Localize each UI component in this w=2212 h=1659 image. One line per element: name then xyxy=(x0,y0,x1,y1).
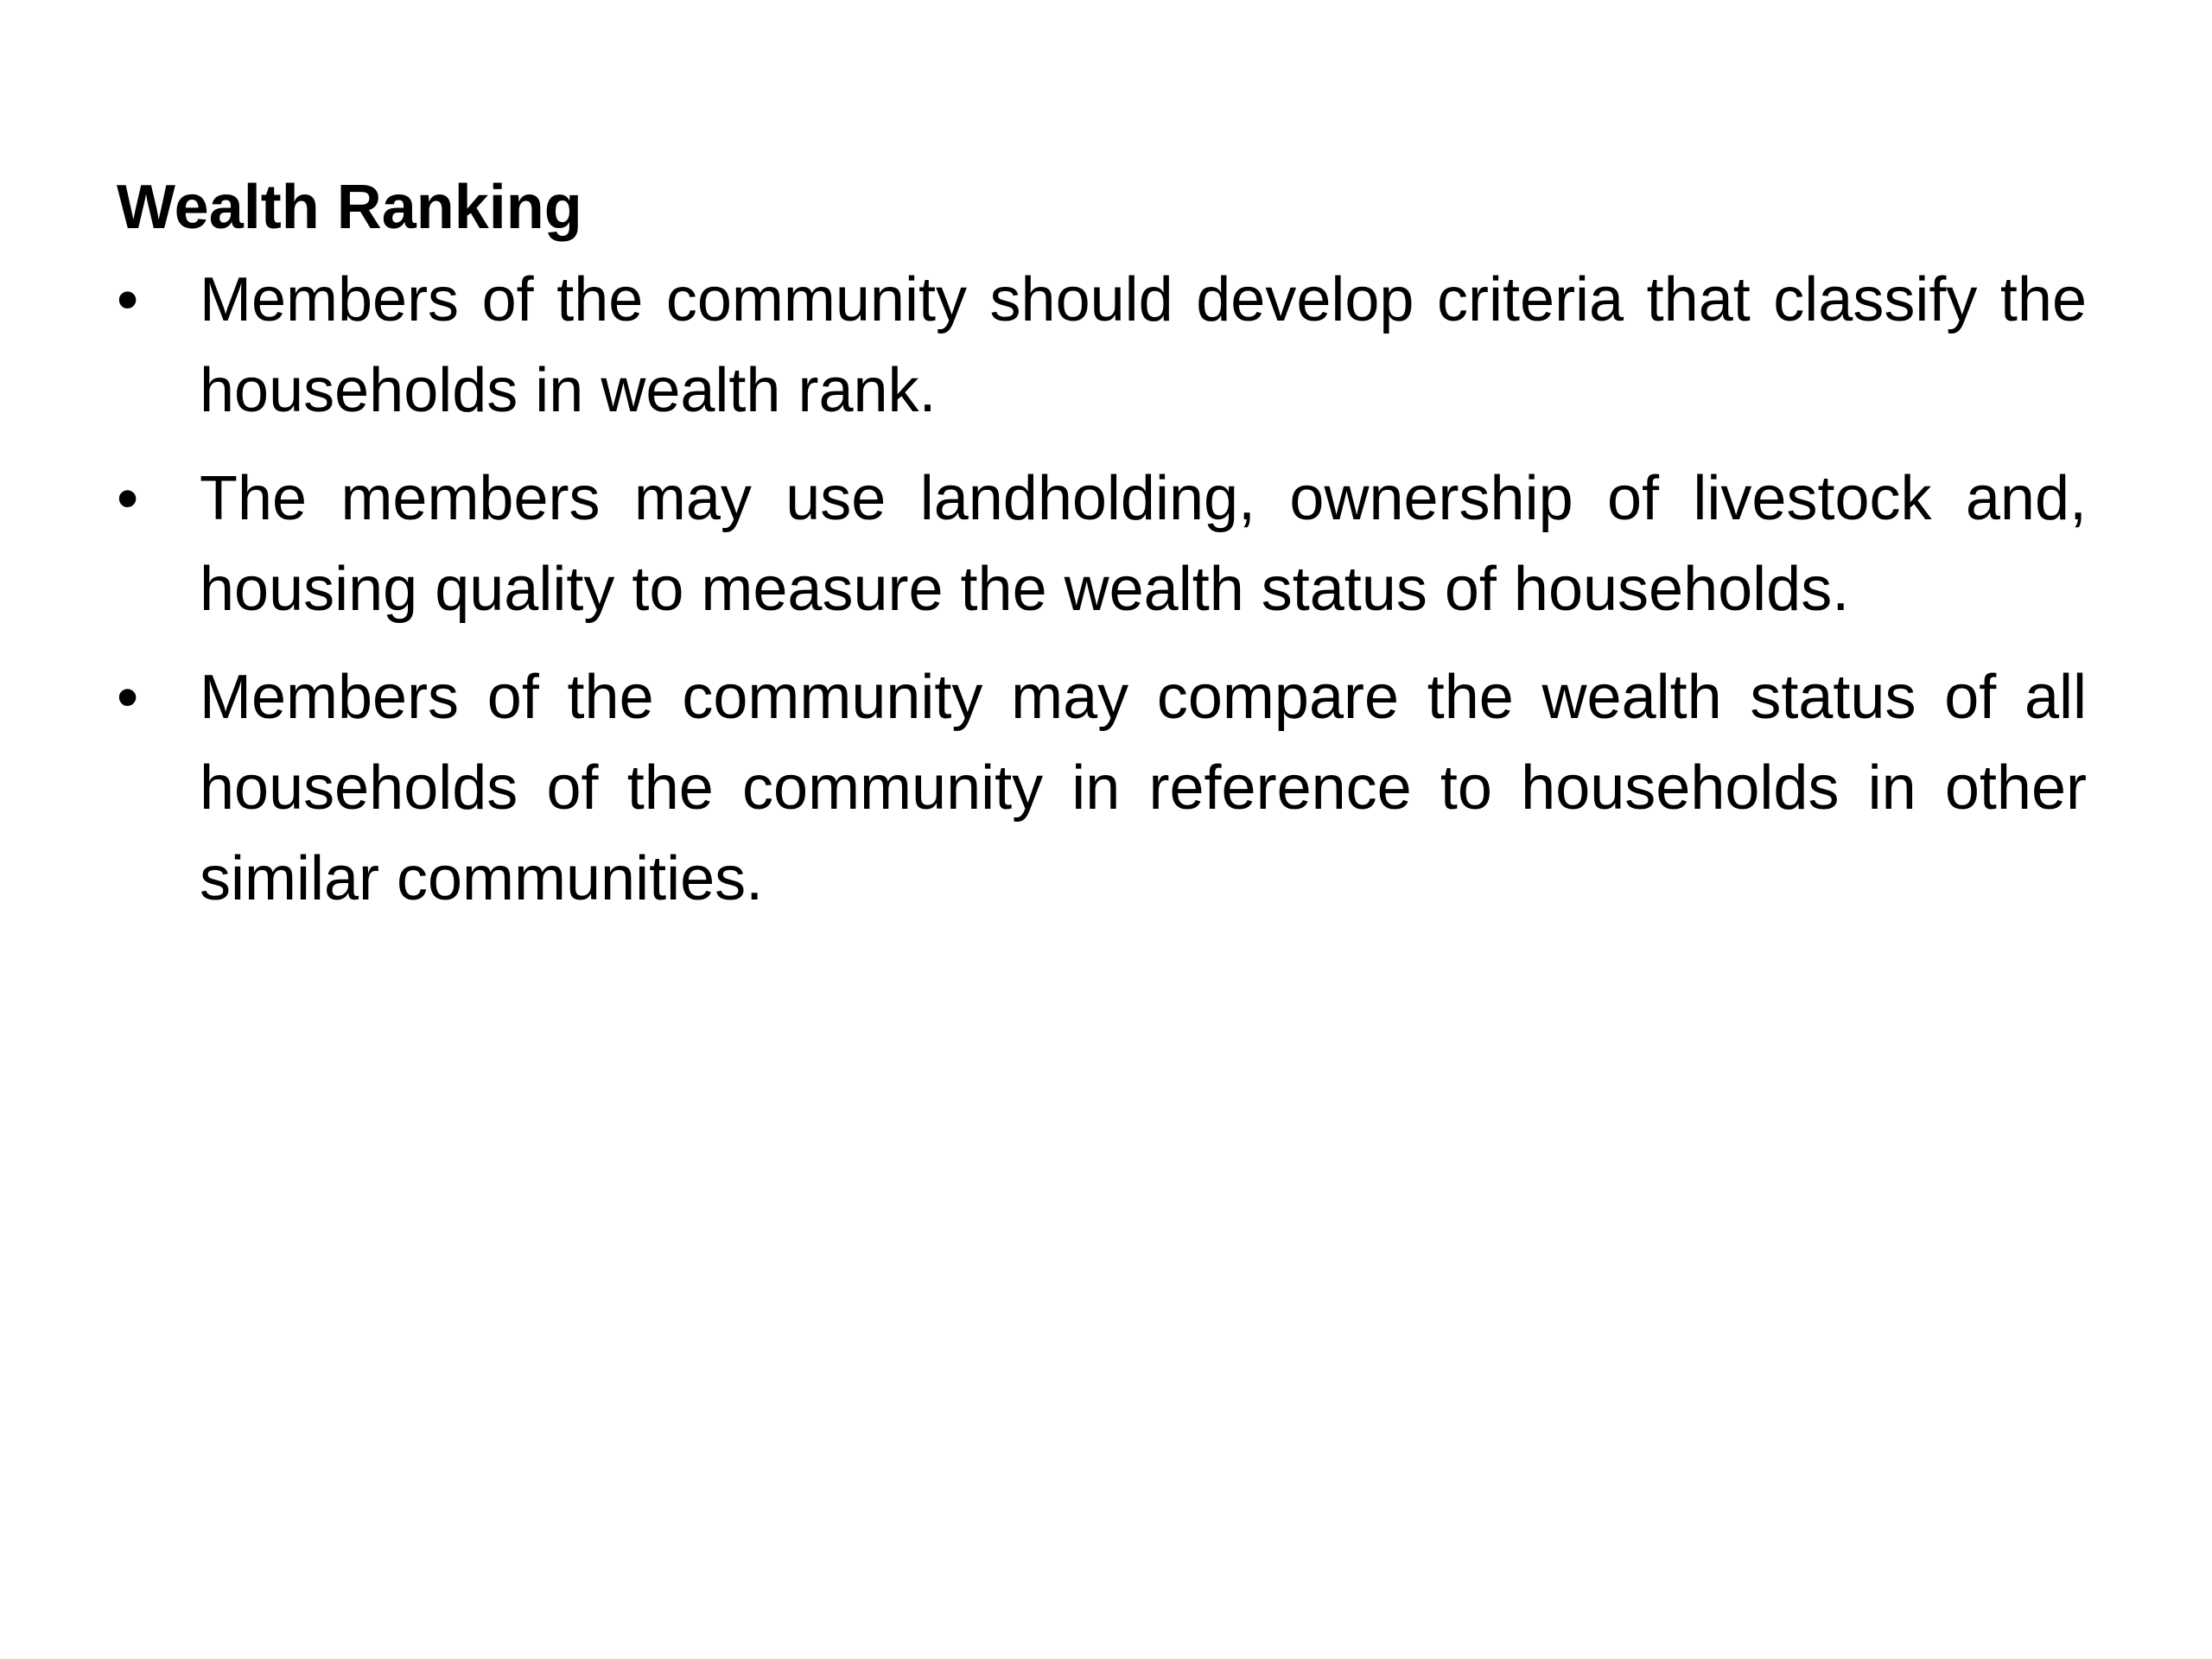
bullet-item xyxy=(117,454,2087,635)
bullet-text: Members of the community may compare the wealth status of all households of the community in reference to households in other similar communities. xyxy=(200,663,2087,913)
bullet-icon: • xyxy=(117,464,139,533)
bullet-item xyxy=(117,652,2087,925)
slide-content xyxy=(117,160,2087,942)
bullet-icon: • xyxy=(117,265,139,334)
bullet-icon: • xyxy=(117,663,139,732)
bullet-list xyxy=(117,255,2087,925)
bullet-text: The members may use landholding, ownership of livestock and, housing quality to measure the wealth status of households. xyxy=(200,464,2087,624)
bullet-item xyxy=(117,255,2087,436)
bullet-text: Members of the community should develop criteria that classify the households in wealth rank. xyxy=(200,265,2087,425)
slide-title: Wealth Ranking xyxy=(117,173,582,242)
